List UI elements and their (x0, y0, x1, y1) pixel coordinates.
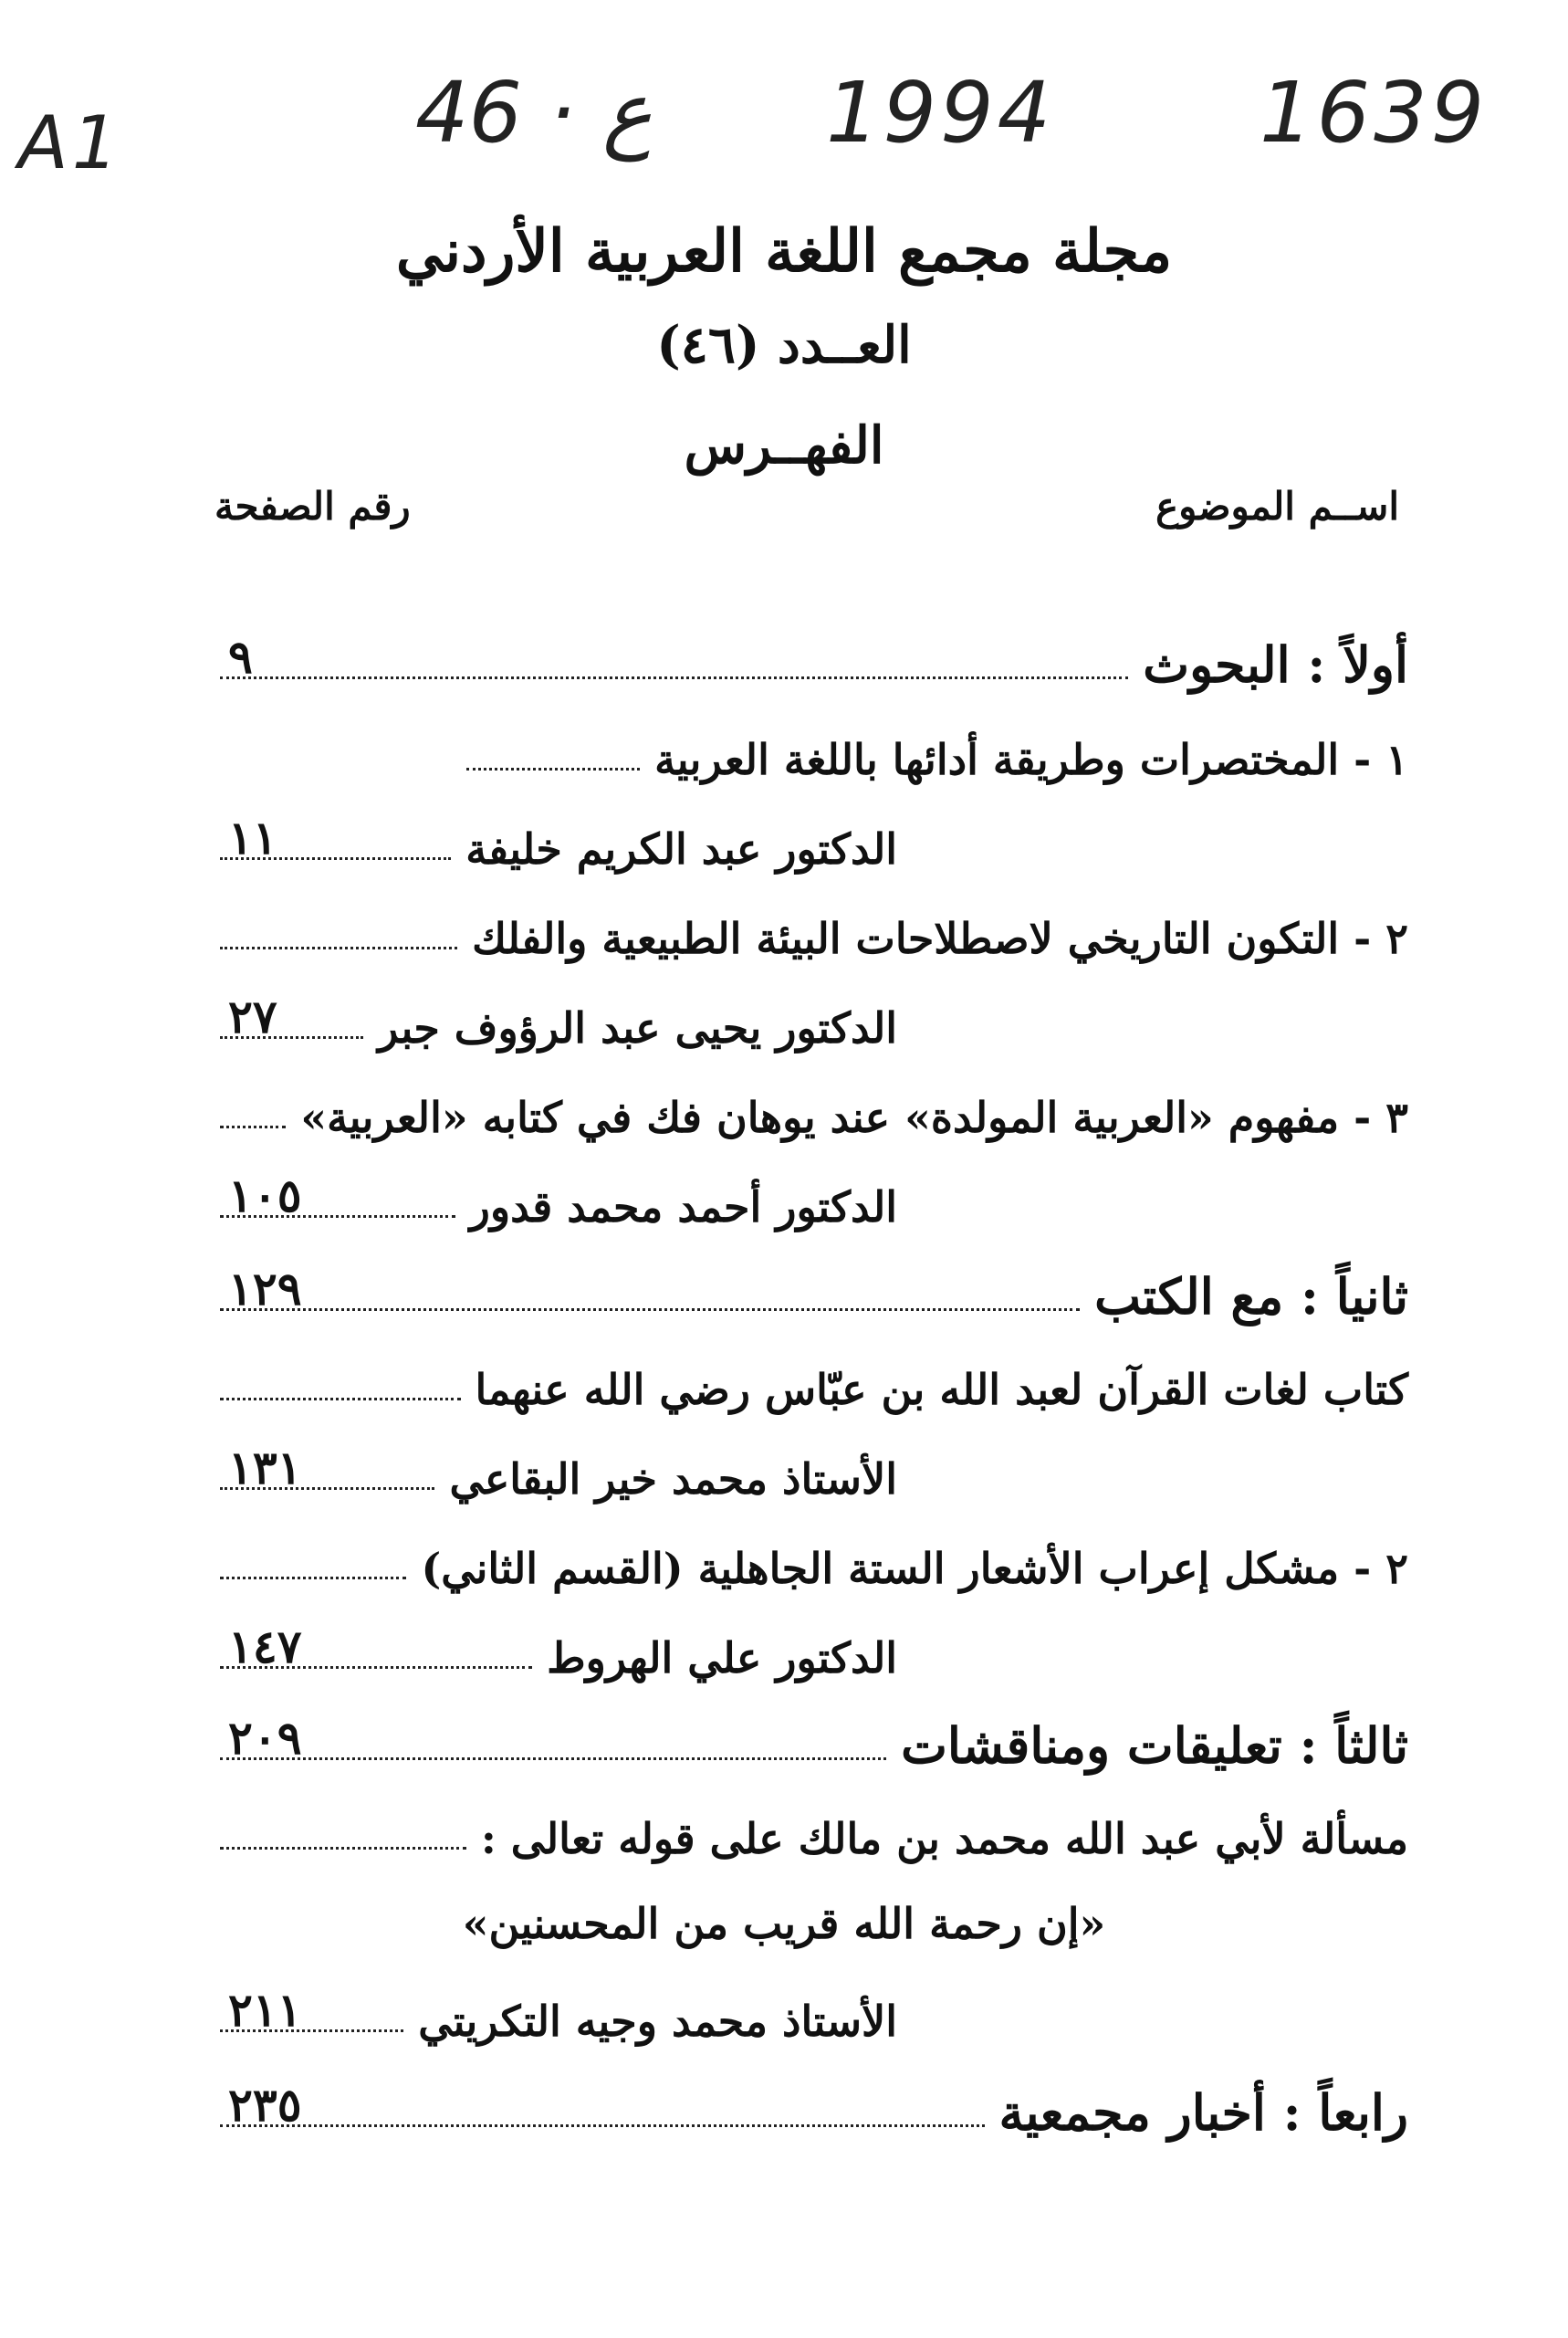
toc-entry-text: ٢ - التكون التاريخي لاصطلاحات البيئة الطبيعية والفلك (472, 914, 1408, 964)
toc-page-number: ١٢٩ (228, 1262, 302, 1316)
toc-entry-text: مسألة لأبي عبد الله محمد بن مالك على قوله تعالى : (480, 1814, 1408, 1864)
toc-entry-text: ٣ - مفهوم «العربية المولدة» عند يوهان فك في كتابه «العربية» (300, 1093, 1408, 1143)
column-header-topic: اســم الموضوع (1155, 484, 1399, 529)
toc-entry (205, 1068, 1408, 1141)
toc-entry-text: ثانياً : مع الكتب (1094, 1266, 1408, 1326)
toc-entry-text: ٢ - مشكل إعراب الأشعار الستة الجاهلية (القسم الثاني) (421, 1544, 1408, 1594)
toc-entry-text: الدكتور أحمد محمد قدور (469, 1182, 897, 1232)
toc-entry-text: الأستاذ محمد وجيه التكريتي (418, 1997, 897, 2047)
toc-page-number: ٢١١ (228, 1983, 302, 2037)
journal-title: مجلة مجمع اللغة العربية الأردني (395, 217, 1173, 286)
handwritten-note-number: 1639 (1260, 64, 1489, 162)
handwritten-note-a: A1 (18, 100, 122, 185)
toc-section-books (205, 1251, 1408, 1324)
toc-section-comments (205, 1700, 1408, 1773)
toc-entry (205, 1972, 1408, 2045)
toc-page-number: ٢٧ (228, 990, 277, 1043)
toc-page-number: ٩ (228, 630, 253, 684)
toc-entry (205, 1158, 1408, 1231)
toc-page-number: ١١ (228, 811, 277, 865)
toc-entry (205, 1789, 1408, 1862)
toc-entry-text: الدكتور يحيى عبد الرؤوف جبر (378, 1003, 897, 1054)
index-heading: الفهــرس (684, 415, 884, 476)
toc-entry-text: الأستاذ محمد خير البقاعي (449, 1454, 897, 1504)
toc-entry-text: كتاب لغات القرآن لعبد الله بن عبّاس رضي الله عنهما (475, 1365, 1408, 1415)
toc-entry (205, 1519, 1408, 1592)
toc-page-number: ١٣١ (228, 1441, 302, 1494)
toc-entry (205, 800, 1408, 873)
toc-entry (205, 710, 1408, 783)
toc-page-number: ١٤٧ (228, 1620, 302, 1673)
toc-entry-text: الدكتور علي الهروط (547, 1633, 897, 1683)
toc-section-news (205, 2067, 1408, 2140)
quranic-quote: «إن رحمة الله قريب من المحسنين» (462, 1899, 1106, 1948)
toc-entry-text: أولاً : البحوث (1143, 634, 1408, 694)
toc-entry (205, 1609, 1408, 1682)
handwritten-note-issue: 46 · ع (415, 64, 653, 162)
toc-section-research (205, 619, 1408, 692)
toc-entry (205, 1340, 1408, 1413)
toc-entry (205, 1430, 1408, 1503)
toc-page-number: ٢٠٩ (228, 1711, 302, 1765)
toc-page-number: ١٠٥ (228, 1169, 302, 1222)
handwritten-note-year: 1994 (826, 64, 1055, 162)
toc-entry-text: الدكتور عبد الكريم خليفة (465, 824, 897, 875)
toc-entry-text: ثالثاً : تعليقات ومناقشات (901, 1715, 1408, 1775)
toc-entry-text: رابعاً : أخبار مجمعية (998, 2082, 1408, 2142)
toc-entry (205, 889, 1408, 962)
toc-entry (205, 979, 1408, 1052)
issue-number: العــدد (٤٦) (656, 315, 912, 375)
column-header-page: رقم الصفحة (214, 484, 411, 529)
toc-page-number: ٢٣٥ (228, 2078, 302, 2132)
toc-entry-text: ١ - المختصرات وطريقة أدائها باللغة العربية (654, 735, 1408, 785)
